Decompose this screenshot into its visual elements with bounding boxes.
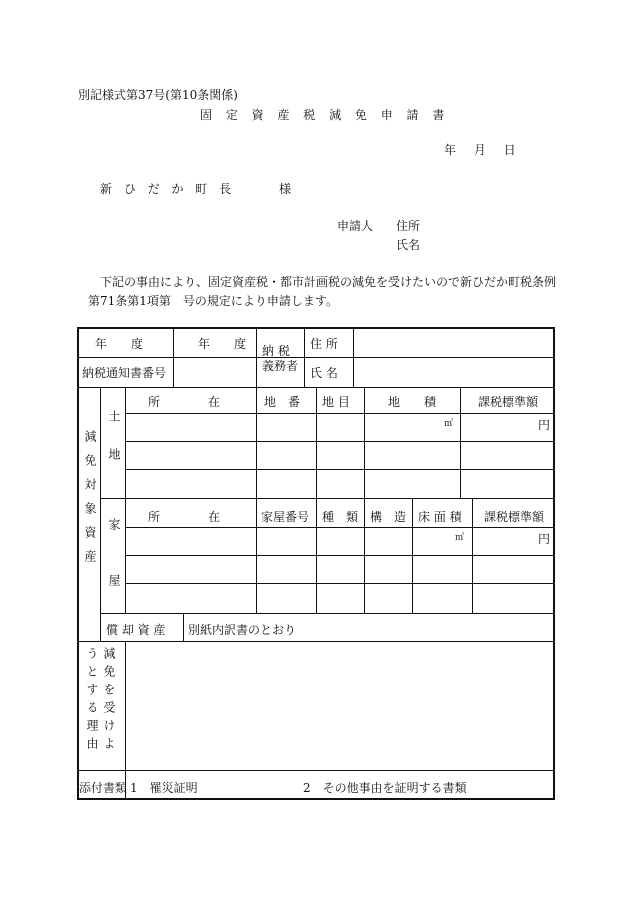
- land-header-category: 地 目: [322, 395, 350, 409]
- house-header-house-number: 家屋番号: [261, 510, 310, 524]
- land-header-location: 所 在: [148, 395, 221, 409]
- land-header-tax-base: 課税標準額: [478, 395, 539, 409]
- land-header-lot-number: 地 番: [264, 395, 301, 409]
- attachment-1: 1 罹災証明: [130, 781, 198, 795]
- applicant-label: 申請人: [337, 219, 374, 233]
- fiscal-year-label: 年 度: [95, 337, 144, 351]
- tax-notice-number-label: 納税通知書番号: [82, 366, 167, 380]
- date-line: 年 月 日: [444, 143, 516, 157]
- applicant-name-label: 氏名: [396, 238, 421, 252]
- assets-label: 減免対象資産: [83, 430, 97, 574]
- applicant-address-label: 住所: [396, 219, 421, 233]
- house-header-type: 種 類: [322, 510, 359, 524]
- house-label: 家屋: [107, 518, 121, 630]
- addressee: 新 ひ だ か 町 長: [100, 182, 236, 196]
- body-text-line2: 第71条第1項第 号の規定により申請します。: [88, 294, 338, 308]
- house-header-floor-area: 床 面 積: [418, 510, 462, 524]
- house-area-unit: ㎡: [455, 533, 465, 543]
- land-header-area: 地 積: [388, 395, 437, 409]
- house-header-structure: 構 造: [370, 510, 407, 524]
- depreciable-assets-value: 別紙内訳書のとおり: [188, 623, 297, 637]
- depreciable-assets-label: 償 却 資 産: [106, 623, 166, 637]
- body-text-line1: 下記の事由により、固定資産税・都市計画税の減免を受けたいので新ひだか町税条例: [100, 275, 557, 289]
- taxpayer-name-label: 氏 名: [310, 366, 338, 380]
- addressee-honorific: 様: [279, 182, 292, 196]
- land-label: 土地: [107, 410, 121, 486]
- taxpayer-label-2: 義務者: [262, 359, 299, 373]
- land-area-unit: ㎡: [444, 419, 454, 429]
- page-title: 固 定 資 産 税 減 免 申 請 書: [200, 108, 450, 122]
- attachment-2: 2 その他事由を証明する書類: [303, 781, 467, 795]
- house-header-location: 所 在: [148, 510, 221, 524]
- attachments-label: 添付書類: [79, 781, 128, 795]
- house-header-tax-base: 課税標準額: [484, 510, 545, 524]
- land-yen-unit: 円: [538, 418, 551, 432]
- taxpayer-address-label: 住 所: [310, 337, 338, 351]
- fiscal-year-value: 年 度: [198, 337, 247, 351]
- reason-label: 減免を受けようとする理由: [85, 647, 116, 755]
- house-yen-unit: 円: [538, 532, 551, 546]
- taxpayer-label-1: 納 税: [262, 344, 290, 358]
- form-number: 別記様式第37号(第10条関係): [78, 88, 238, 102]
